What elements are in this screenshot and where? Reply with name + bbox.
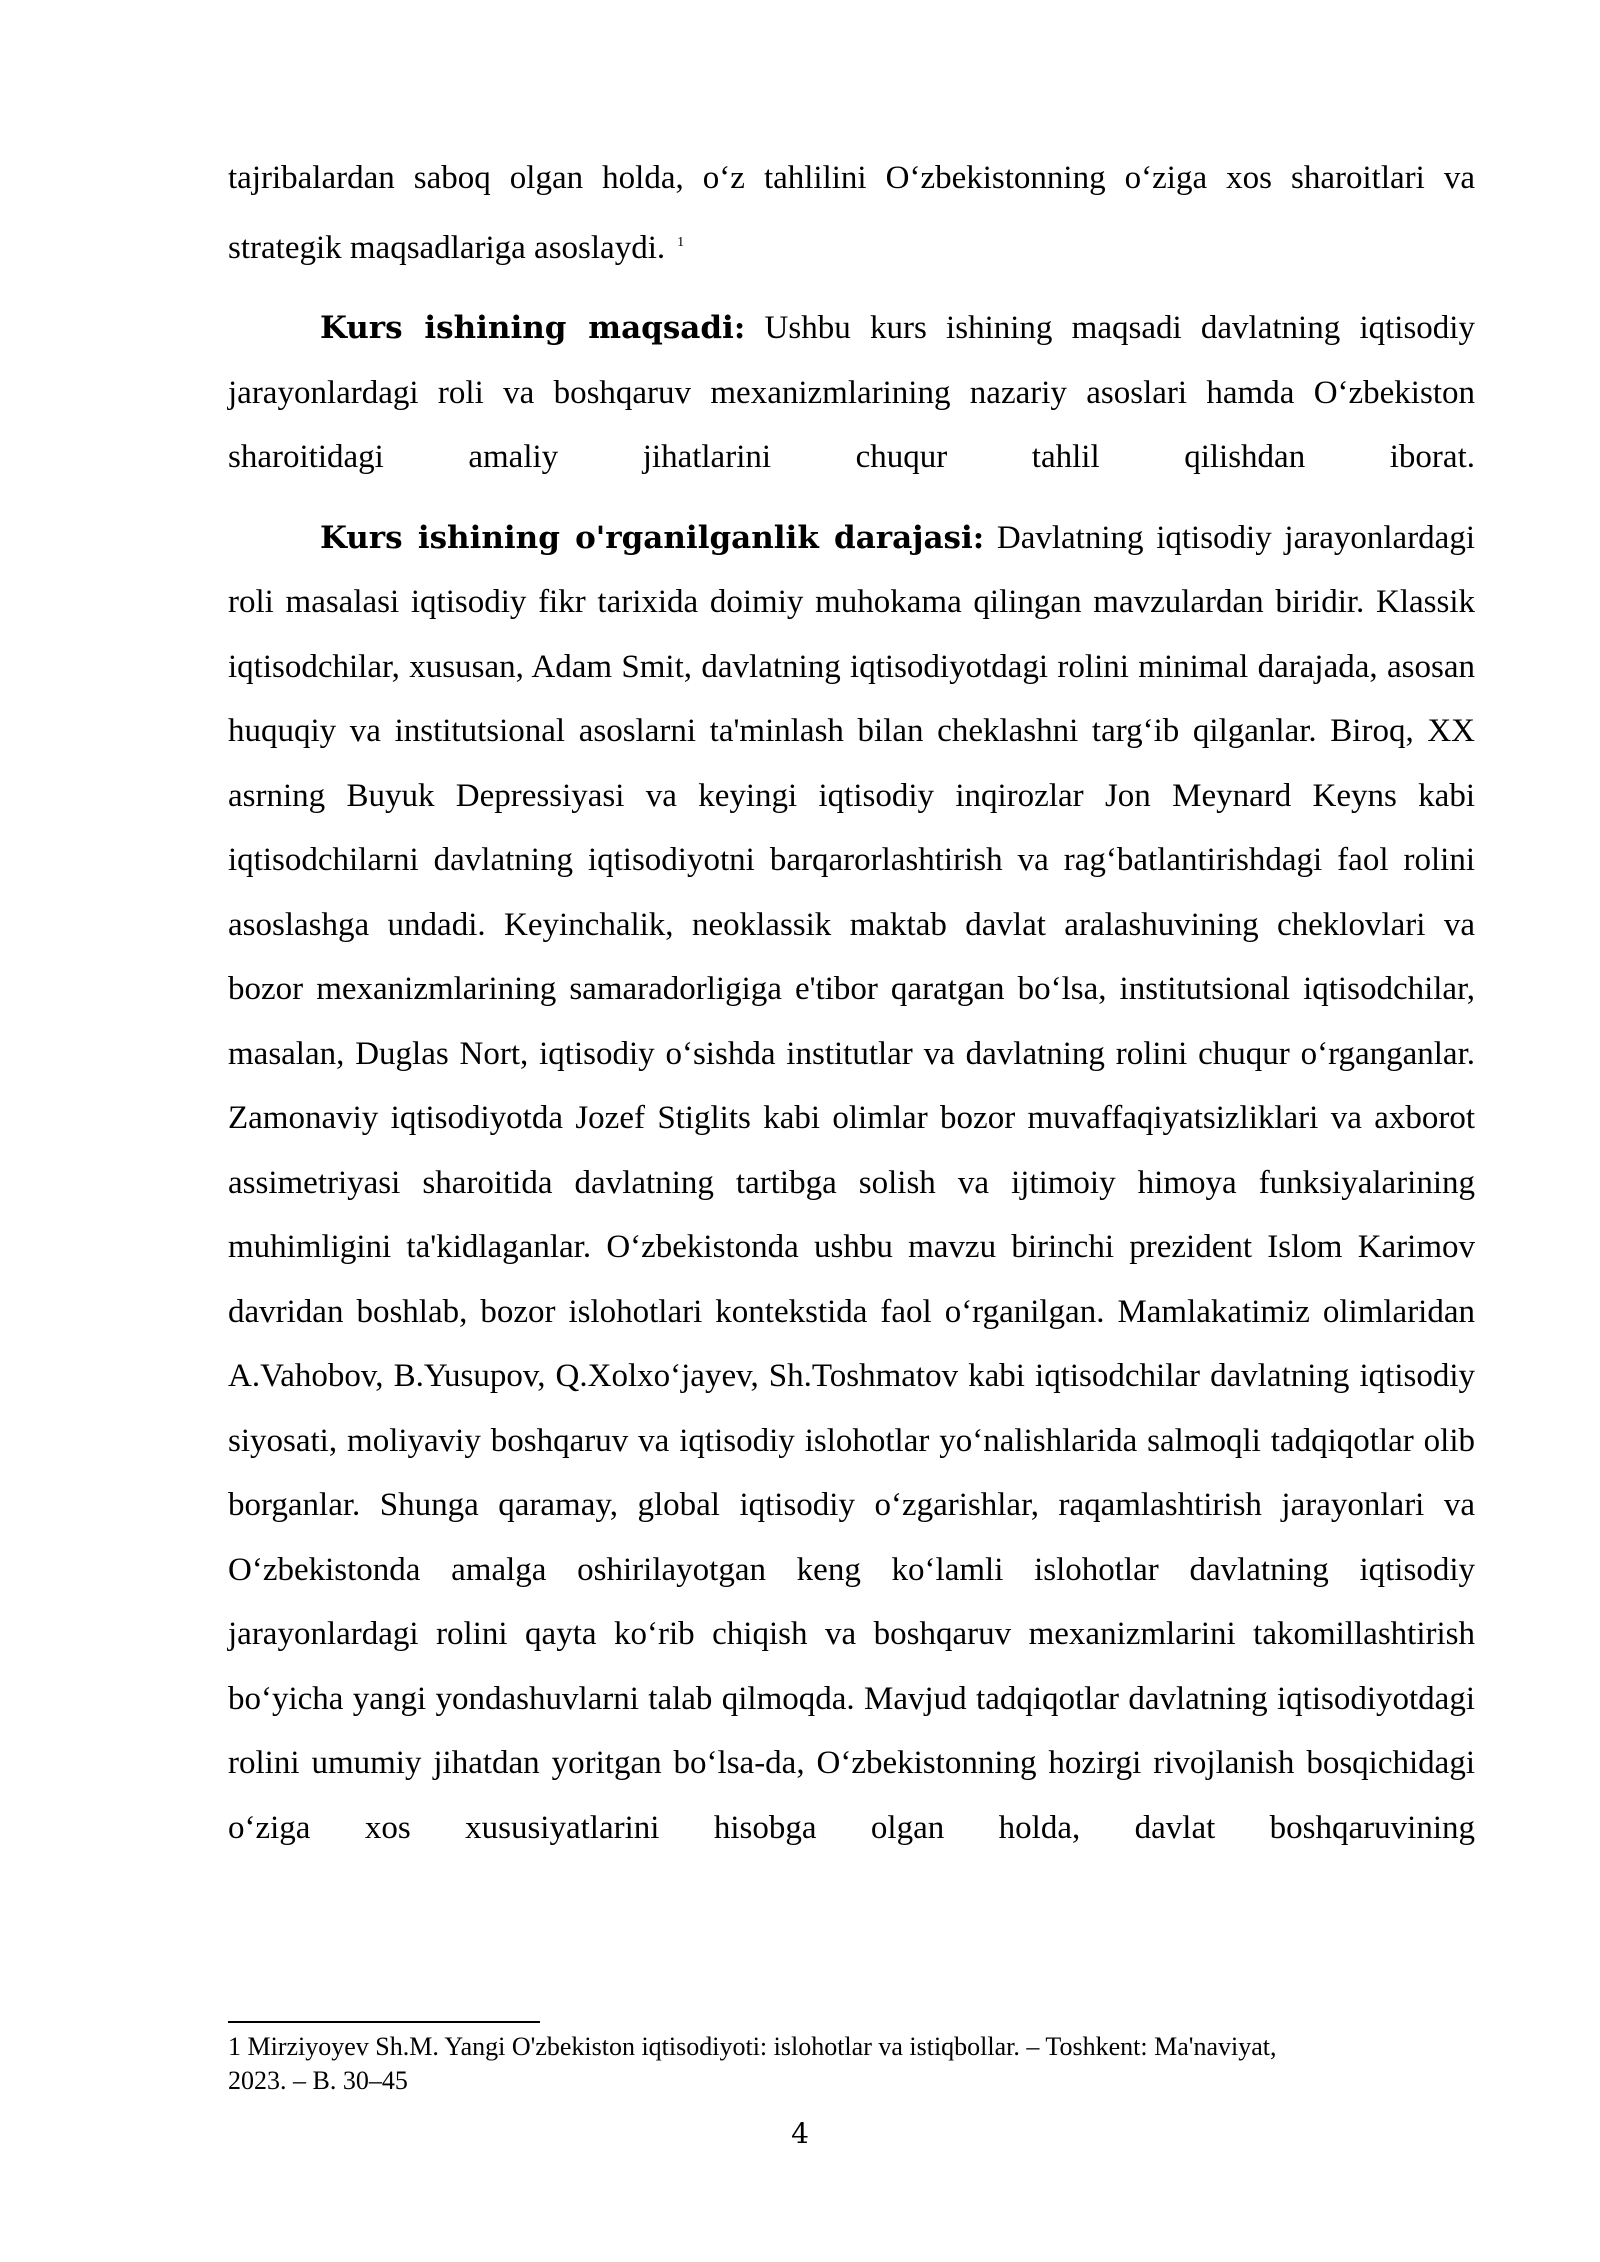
paragraph-intro [228,146,1475,280]
page-number: 4 [791,2117,809,2150]
footnote-separator [228,2021,540,2023]
footnote-line-2: 2023. – B. 30–45 [228,2066,408,2095]
footnote-line-1: 1 Mirziyoyev Sh.M. Yangi O'zbekiston iqtisodiyoti: islohotlar va istiqbollar. – Toshkent: Ma'naviyat, [228,2032,1277,2061]
paragraph-study-level [228,506,1475,1861]
body-text [228,146,1475,1860]
paragraph-goal [228,296,1475,490]
paragraph-intro-text: tajribalardan saboq olgan holda, o‘z tahlilini O‘zbekistonning o‘ziga xos sharoitlari va strategik maqsadlariga asoslaydi. [228,160,1475,266]
paragraph-goal-text: Ushbu kurs ishining maqsadi davlatning iqtisodiy jarayonlardagi roli va boshqaruv mexanizmlarining nazariy asoslari hamda O‘zbekiston sharoitidagi amaliy jihatlarini chuqur tahlil qilishdan iborat. [228,310,1475,475]
footnote [228,2030,1475,2098]
paragraph-study-level-text: Davlatning iqtisodiy jarayonlardagi roli masalasi iqtisodiy fikr tarixida doimiy muhokama qilingan mavzulardan biridir. Klassik iqtisodchilar, xususan, Adam Smit, davlatning iqtisodiyotdagi rolini minimal darajada, asosan huquqiy va institutsional asoslarni ta'minlash bilan cheklashni targ‘ib qilganlar. Biroq, XX asrning Buyuk Depressiyasi va keyingi iqtisodiy inqirozlar Jon Meynard Keyns kabi iqtisodchilarni davlatning iqtisodiyotni barqarorlashtirish va rag‘batlantirishdagi faol rolini asoslashga undadi. Keyinchalik, neoklassik maktab davlat aralashuvining cheklovlari va bozor mexanizmlarining samaradorligiga e'tibor qaratgan bo‘lsa, institutsional iqtisodchilar, masalan, Duglas Nort, iqtisodiy o‘sishda institutlar va davlatning rolini chuqur o‘rganganlar. Zamonaviy iqtisodiyotda Jozef Stiglits kabi olimlar bozor muvaffaqiyatsizliklari va axborot assimetriyasi sharoitida davlatning tartibga solish va ijtimoiy himoya funksiyalarining muhimligini ta'kidlaganlar. O‘zbekistonda ushbu mavzu birinchi prezident Islom Karimov davridan boshlab, bozor islohotlari kontekstida faol o‘rganilgan. Mamlakatimiz olimlaridan A.Vahobov, B.Yusupov, Q.Xolxo‘jayev, Sh.Toshmatov kabi iqtisodchilar davlatning iqtisodiy siyosati, moliyaviy boshqaruv va iqtisodiy islohotlar yo‘nalishlarida salmoqli tadqiqotlar olib borganlar. Shunga qaramay, global iqtisodiy o‘zgarishlar, raqamlashtirish jarayonlari va O‘zbekistonda amalga oshirilayotgan keng ko‘lamli islohotlar davlatning iqtisodiy jarayonlardagi rolini qayta ko‘rib chiqish va boshqaruv mexanizmlarini takomillashtirish bo‘yicha yangi yondashuvlarni talab qilmoqda. Mavjud tadqiqotlar davlatning iqtisodiyotdagi rolini umumiy jihatdan yoritgan bo‘lsa-da, O‘zbekistonning hozirgi rivojlanish bosqichidagi o‘ziga xos xususiyatlarini hisobga olgan holda, davlat boshqaruvining [228,519,1475,1846]
footnote-reference[interactable]: 1 [677,234,685,250]
paragraph-goal-heading: Kurs ishining maqsadi: [320,310,746,346]
paragraph-study-level-heading: Kurs ishining o'rganilganlik darajasi: [320,519,985,556]
